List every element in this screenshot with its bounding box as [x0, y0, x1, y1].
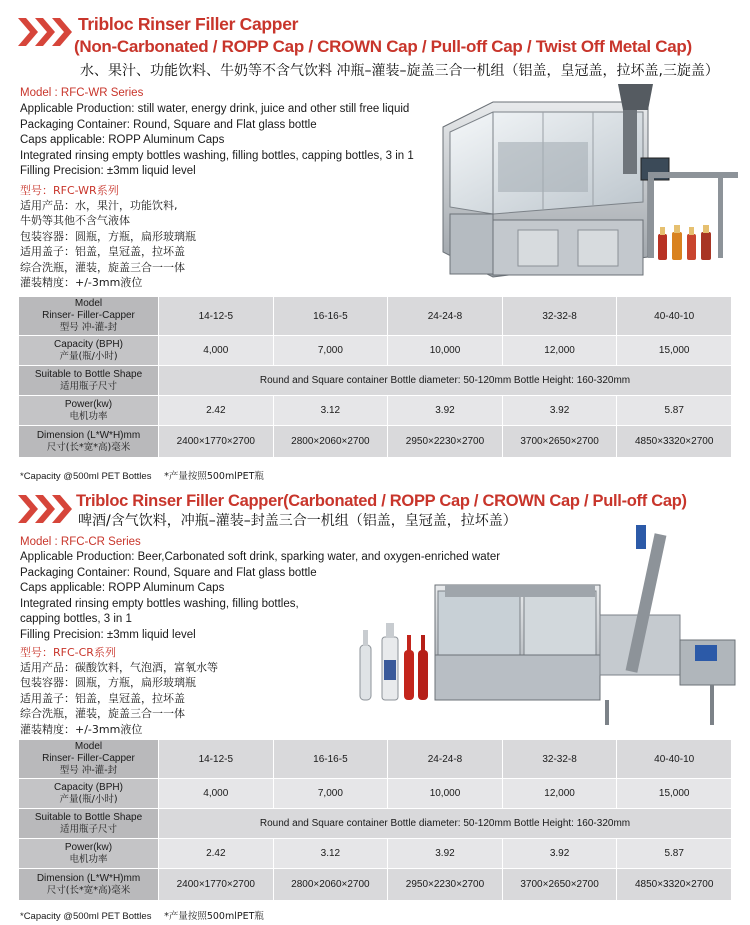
table-cell: 2.42 — [159, 396, 274, 426]
table-cell: 4,000 — [159, 779, 274, 809]
chevron-right-icon — [18, 14, 74, 50]
spec-line: Filling Precision: ±3mm liquid level — [20, 628, 196, 641]
row-header — [19, 740, 159, 779]
table-row — [19, 779, 732, 809]
model-label-zh: 型号：RFC-CR系列 — [20, 646, 116, 659]
table-cell: 32-32-8 — [502, 740, 617, 779]
table-cell: 3.92 — [502, 396, 617, 426]
table-row — [19, 366, 732, 396]
row-header — [19, 839, 159, 869]
table-cell: 2800×2060×2700 — [273, 869, 388, 901]
table-cell: 10,000 — [388, 779, 503, 809]
spec-line-zh: 包装容器：圆瓶，方瓶，扁形玻璃瓶 — [20, 229, 196, 243]
bottle-icon — [360, 623, 428, 700]
cell-label: Model — [74, 298, 103, 309]
row-header — [19, 779, 159, 809]
table-cell: 40-40-10 — [617, 740, 732, 779]
cell-label: Capacity (BPH) — [54, 338, 123, 350]
cell-label: Capacity (BPH) — [54, 781, 123, 793]
table-cell: 2400×1770×2700 — [159, 426, 274, 458]
table-cell: 5.87 — [617, 839, 732, 869]
spec-line-zh: 综合洗瓶，灌装，旋盖三合一一体 — [20, 260, 185, 274]
row-header — [19, 396, 159, 426]
section-carbonated — [0, 485, 750, 925]
table-row — [19, 336, 732, 366]
table-cell: 2800×2060×2700 — [273, 426, 388, 458]
table-cell: 2.42 — [159, 839, 274, 869]
table-cell: 12,000 — [502, 779, 617, 809]
row-header — [19, 297, 159, 336]
cell-label: Model — [74, 741, 103, 752]
footnote-en: *Capacity @500ml PET Bottles — [20, 471, 152, 482]
cell-label-zh: 产量(瓶/小时) — [59, 350, 118, 362]
cell-label-zh: 型号 冲-灌-封 — [59, 322, 118, 333]
table-row — [19, 869, 732, 901]
table-row — [19, 839, 732, 869]
model-label-zh: 型号：RFC-WR系列 — [20, 184, 119, 197]
machine-image — [438, 82, 738, 292]
row-header — [19, 366, 159, 396]
table-cell: 15,000 — [617, 336, 732, 366]
spec-list-zh — [20, 660, 218, 737]
footnote — [20, 468, 274, 482]
spec-line-zh: 牛奶等其他不含气液体 — [20, 214, 130, 228]
table-cell: 2400×1770×2700 — [159, 869, 274, 901]
cell-label: Suitable to Bottle Shape — [34, 368, 143, 380]
table-row — [19, 809, 732, 839]
section-title-zh: 啤酒/含气饮料，冲瓶–灌装–封盖三合一机组（铝盖，皇冠盖，拉坏盖） — [78, 513, 517, 529]
cell-label: Rinser- Filler-Capper — [42, 310, 135, 321]
spec-line: Applicable Production: still water, energy drink, juice and other still free liquid — [20, 103, 410, 115]
cell-label: Dimension (L*W*H)mm — [36, 429, 141, 441]
spec-line-zh: 适用盖子：铝盖，皇冠盖，拉坏盖 — [20, 691, 185, 705]
table-row — [19, 396, 732, 426]
spec-line-zh: 灌装精度：+/-3mm液位 — [20, 722, 143, 736]
table-cell: 3.92 — [388, 839, 503, 869]
cell-label-zh: 尺寸(长*宽*高)毫米 — [46, 884, 131, 896]
cell-label: Power(kw) — [64, 841, 113, 853]
table-cell: 32-32-8 — [502, 297, 617, 336]
cell-label-zh: 电机功率 — [69, 853, 108, 865]
row-header — [19, 809, 159, 839]
table-cell: 2950×2230×2700 — [388, 426, 503, 458]
footnote — [20, 908, 274, 922]
table-cell: 3700×2650×2700 — [502, 869, 617, 901]
table-cell: 15,000 — [617, 779, 732, 809]
cell-label: Power(kw) — [64, 398, 113, 410]
cell-label-zh: 尺寸(长*宽*高)毫米 — [46, 441, 131, 453]
table-cell: 7,000 — [273, 336, 388, 366]
table-row — [19, 740, 732, 779]
table-cell: 3.12 — [273, 839, 388, 869]
cell-label-zh: 适用瓶子尺寸 — [59, 823, 117, 835]
table-cell: 7,000 — [273, 779, 388, 809]
footnote-zh: *产量按照500mlPET瓶 — [164, 471, 264, 482]
spec-line: Packaging Container: Round, Square and Flat glass bottle — [20, 566, 317, 579]
spec-line: Packaging Container: Round, Square and Flat glass bottle — [20, 118, 317, 131]
cell-label: Dimension (L*W*H)mm — [36, 872, 141, 884]
table-cell: 12,000 — [502, 336, 617, 366]
spec-line: Caps applicable: ROPP Aluminum Caps — [20, 582, 225, 595]
table-cell: 4,000 — [159, 336, 274, 366]
table-cell: 3700×2650×2700 — [502, 426, 617, 458]
row-header — [19, 426, 159, 458]
table-cell: 4850×3320×2700 — [617, 426, 732, 458]
spec-list-en — [20, 102, 414, 180]
cell-label: Suitable to Bottle Shape — [34, 811, 143, 823]
chevron-right-icon — [18, 491, 74, 527]
spec-list-zh — [20, 198, 196, 290]
table-cell: 3.92 — [502, 839, 617, 869]
spec-line: Integrated rinsing empty bottles washing, filling bottles, capping bottles, 3 in 1 — [20, 149, 414, 162]
cell-label-zh: 产量(瓶/小时) — [59, 793, 118, 805]
cell-label-zh: 适用瓶子尺寸 — [59, 380, 117, 392]
cell-label-zh: 型号 冲-灌-封 — [59, 765, 118, 776]
table-cell: 24-24-8 — [388, 740, 503, 779]
table-cell: 14-12-5 — [159, 297, 274, 336]
spec-line: Integrated rinsing empty bottles washing, filling bottles, — [20, 597, 299, 610]
spec-line-zh: 适用产品：碳酸饮料，气泡酒，富氧水等 — [20, 661, 218, 674]
spec-line: Applicable Production: Beer,Carbonated soft drink, sparking water, and oxygen-enriched water — [20, 551, 501, 563]
spec-line: Caps applicable: ROPP Aluminum Caps — [20, 134, 225, 147]
spec-line-zh: 灌装精度：+/-3mm液位 — [20, 276, 143, 290]
section-title-zh: 水、果汁、功能饮料、牛奶等不含气饮料 冲瓶–灌装–旋盖三合一机组（铝盖，皇冠盖，拉坏盖,三旋盖） — [80, 63, 719, 79]
footnote-en: *Capacity @500ml PET Bottles — [20, 911, 152, 922]
spec-line-zh: 综合洗瓶，灌装，旋盖三合一一体 — [20, 707, 185, 721]
table-cell: 3.92 — [388, 396, 503, 426]
row-header — [19, 336, 159, 366]
spec-table — [18, 296, 732, 458]
section-subtitle: (Non-Carbonated / ROPP Cap / CROWN Cap / Pull-off Cap / Twist Off Metal Cap) — [74, 37, 692, 56]
table-cell: 5.87 — [617, 396, 732, 426]
table-cell: 16-16-5 — [273, 297, 388, 336]
spec-line-zh: 适用盖子：铝盖，皇冠盖，拉坏盖 — [20, 245, 185, 259]
table-row — [19, 426, 732, 458]
table-cell: Round and Square container Bottle diameter: 50-120mm Bottle Height: 160-320mm — [159, 366, 732, 396]
table-cell: 3.12 — [273, 396, 388, 426]
table-row — [19, 297, 732, 336]
table-cell: Round and Square container Bottle diameter: 50-120mm Bottle Height: 160-320mm — [159, 809, 732, 839]
row-header — [19, 869, 159, 901]
table-cell: 4850×3320×2700 — [617, 869, 732, 901]
table-cell: 24-24-8 — [388, 297, 503, 336]
spec-table — [18, 739, 732, 901]
table-cell: 16-16-5 — [273, 740, 388, 779]
spec-line: capping bottles, 3 in 1 — [20, 613, 132, 626]
model-label: Model : RFC-WR Series — [20, 87, 144, 99]
bottle-icon — [658, 225, 711, 260]
section-title: Tribloc Rinser Filler Capper — [78, 14, 299, 34]
table-cell: 40-40-10 — [617, 297, 732, 336]
footnote-zh: *产量按照500mlPET瓶 — [164, 911, 264, 922]
table-cell: 2950×2230×2700 — [388, 869, 503, 901]
section-title: Tribloc Rinser Filler Capper(Carbonated / ROPP Cap / CROWN Cap / Pull-off Cap) — [76, 492, 687, 510]
table-cell: 10,000 — [388, 336, 503, 366]
spec-line-zh: 包装容器：圆瓶，方瓶，扁形玻璃瓶 — [20, 676, 196, 690]
spec-line-zh: 适用产品：水，果汁，功能饮料, — [20, 199, 178, 212]
model-label: Model : RFC-CR Series — [20, 536, 141, 548]
spec-line: Filling Precision: ±3mm liquid level — [20, 165, 196, 178]
cell-label-zh: 电机功率 — [69, 410, 108, 422]
machine-image — [340, 525, 740, 730]
table-cell: 14-12-5 — [159, 740, 274, 779]
cell-label: Rinser- Filler-Capper — [42, 753, 135, 764]
